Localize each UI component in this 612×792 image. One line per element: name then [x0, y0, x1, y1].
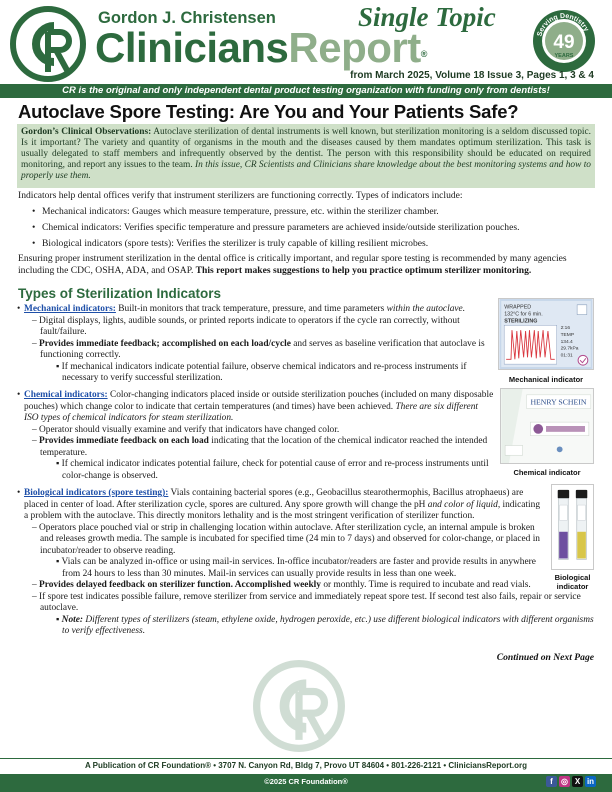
- chemical-sub-1: – Operator should visually examine and verify that indicators have changed color.: [32, 424, 340, 435]
- mechanical-section: • Mechanical indicators: Built-in monitors that track temperature, pressure, and time parameters within the autoclave. – Digital displays, lights, audible sounds, or printed reports indicate to operators if the cycle ran correctly, without fault/failure. – Provides immediate feedback; accomplished on each load/cycle and serves as baseline verification that autoclave is functioning correctly. ▪ If mechanical indicators indicate potential failure, observe chemical indicators and re-process instruments if necessary to verify successful sterilization.: [18, 304, 494, 385]
- screen-line-5: TEMP: [560, 332, 575, 338]
- list-item: • Mechanical indicators: Gauges which measure temperature, pressure, etc. within the sterilizer chamber.: [32, 206, 592, 218]
- biological-sub-3-text: or monthly. Time is required to incubate and read vials.: [320, 580, 531, 590]
- cr-logo: [10, 6, 86, 82]
- biological-note: ▪ Note: Different types of sterilizers (steam, ethylene oxide, hydrogen peroxide, etc.) use different biological indicators with different organisms to verify effectiveness.: [56, 614, 594, 636]
- recommendation-paragraph: [18, 253, 594, 277]
- biological-sub-3: – Provides delayed feedback on sterilizer function. Accomplished weekly or monthly. Time is required to incubate and read vials.: [32, 580, 531, 590]
- indicator-type-list: [32, 206, 592, 254]
- pouch-label: HENRY SCHEIN: [530, 397, 587, 407]
- biological-sub-2-text: Vials can be analyzed in-office or using mail-in services. In-office incubator/readers are faster and provide results in anywhere from 24 hours to less than 30 minutes. Mail-in services can usually provide results in less than one week.: [61, 557, 536, 579]
- observations-text: Autoclave sterilization of dental instruments is well known, but sterilization monitoring is a seldom discussed topic. Is it important? The variety and quantity of organisms in the mouth and the diseases caused by them mandates optimum sterilization. This task is usually delegated to staff members and infrequently observed by the dentist. The person with this responsibility should be educated on required monitoring, and report any issues to the team.: [21, 127, 591, 170]
- facebook-icon[interactable]: f: [546, 776, 557, 787]
- footer-publication: A Publication of CR Foundation® • 3707 N. Canyon Rd, Bldg 7, Provo UT 84604 • 801-226-2121 • CliniciansReport.org: [84, 761, 528, 770]
- screen-line-1: WRAPPED: [504, 304, 532, 311]
- brand-title: [95, 24, 427, 71]
- badge-top-text: Serving Dentistry: [536, 12, 590, 38]
- screen-line-3: STERILIZING: [504, 318, 538, 325]
- author-name: Gordon J. Christensen: [98, 9, 276, 27]
- brand-word-1: Clinicians: [95, 24, 289, 71]
- screen-line-2: 132°C for 6 min.: [504, 311, 543, 318]
- chemical-section: • Chemical indicators: Color-changing indicators placed inside or outside sterilization pouches (included on many disposable pouches) which change color to indicate that certain temperatures (and times) have been achieved. There are six different ISO types of chemical indicators for steam sterilization. – Operator should visually examine and verify that indicators have changed color. – Provides immediate feedback on each load indicating that the location of the chemical indicator reached the intended temperature. ▪ If chemical indicator indicates potential failure, check for potential cause of error and re-process instruments until color-change is observed.: [17, 390, 494, 481]
- clinical-observations-box: [17, 124, 595, 188]
- screen-line-6: 134.4: [560, 339, 573, 345]
- brand-word-2: Report: [288, 24, 421, 71]
- mechanical-sub-2-bold: Provides immediate feedback; accomplished on each load/cycle: [39, 338, 291, 349]
- biological-sub-2: ▪ Vials can be analyzed in-office or using mail-in services. In-office incubator/readers are faster and provide results in anywhere from 24 hours to less than 30 minutes. Mail-in services can usually provide results in less than one week.: [56, 557, 536, 579]
- single-topic-label: Single Topic: [358, 2, 496, 32]
- badge-bottom-text: YEARS: [554, 53, 574, 59]
- mechanical-sub-2: – Provides immediate feedback; accomplished on each load/cycle and serves as baseline verification that autoclave is functioning correctly.: [32, 338, 485, 360]
- biological-text: Vials containing bacterial spores (e.g., Geobacillus stearothermophis, Bacillus atrophaeus) are placed in center of load. After sterilization cycle, spores are cultured. Any spore growth will change the pH: [24, 488, 524, 510]
- observations-italic: In this issue, CR Scientists and Clinicians share knowledge about the best monitoring systems and how to properly use them.: [21, 159, 591, 181]
- chemical-sub-3-text: If chemical indicator indicates potential failure, check for potential cause of error and re-process instruments until color-change is observed.: [61, 459, 489, 481]
- recommendation-text: Ensuring proper instrument sterilization in the dental office is critically important, and regular spore testing is recommended by many agencies including the CDC, OSHA, ADA, and OSAP.: [18, 253, 567, 276]
- mechanical-indicator-image: [498, 298, 594, 370]
- biological-section: • Biological indicators (spore testing): Vials containing bacterial spores (e.g., Geobacillus stearothermophis, Bacillus atrophaeus) are placed in center of load. After sterilization cycle, spores are cultured. Any spore growth will change the pH and color of liquid, indicating a problem with the autoclave. This directly monitors lethality and is the most stringent verification of sterilizer function. – Operators place pouched vial or strip in challenging location within autoclave. After sterilization cycle, an internal ampule is broken and releases growth media. The sample is incubated for specified time (24 min to 7 days) and observed for color-change, or placed in incubator/reader to observe reading. ▪ Vials can be analyzed in-office or using mail-in services. In-office incubator/readers are faster and provide results in anywhere from 24 hours to less than 30 minutes. Mail-in services can usually provide results in less than one week. – Provides delayed feedback on sterilizer function. Accomplished weekly or monthly. Time is required to incubate and read vials. – If spore test indicates possible failure, remove sterilizer from service and immediately repeat spore test. If second test also fails, repair or service autoclave. ▪ Note: Different types of sterilizers (steam, ethylene oxide, hydrogen peroxide, etc.) use different biological indicators with different organisms to verify effectiveness.: [18, 488, 596, 638]
- list-item: • Chemical indicators: Verifies specific temperature and pressure parameters are achieved inside/outside sterilization pouches.: [32, 222, 592, 234]
- observations-lead: Gordon’s Clinical Observations:: [21, 127, 152, 137]
- biological-caption-line-2: indicator: [556, 582, 589, 591]
- instagram-icon[interactable]: ◎: [559, 776, 570, 787]
- biological-heading: Biological indicators (spore testing):: [24, 488, 169, 498]
- mechanical-sub-3: ▪ If mechanical indicators indicate potential failure, observe chemical indicators and re-process instruments if necessary to verify successful sterilization.: [56, 361, 467, 383]
- x-icon[interactable]: X: [572, 776, 583, 787]
- mechanical-sub-2-text: and serves as baseline verification that autoclave is functioning correctly.: [40, 338, 485, 360]
- screen-line-4: 2:16: [560, 326, 571, 332]
- issue-line: from March 2025, Volume 18 Issue 3, Pages 1, 3 & 4: [350, 70, 594, 81]
- chemical-italic: There are six different ISO types of chemical indicators for steam sterilization.: [24, 401, 478, 423]
- footer-rule: [0, 758, 612, 759]
- chemical-sub-2: – Provides immediate feedback on each load indicating that the location of the chemical indicator reached the intended temperature.: [32, 436, 488, 458]
- section-title: Types of Sterilization Indicators: [18, 286, 222, 301]
- screen-line-8: 01:31: [560, 353, 573, 359]
- chemical-caption: Chemical indicator: [513, 468, 581, 477]
- cr-watermark-logo: [253, 660, 345, 752]
- list-item: • Biological indicators (spore tests): Verifies the sterilizer is truly capable of killing resilient microbes.: [32, 238, 592, 250]
- chemical-heading: Chemical indicators:: [24, 390, 108, 400]
- chemical-sub-3: ▪ If chemical indicator indicates potential failure, check for potential cause of error and re-process instruments until color-change is observed.: [56, 459, 489, 481]
- continued-link[interactable]: Continued on Next Page: [496, 652, 594, 663]
- biological-italic: and color of liquid,: [425, 499, 501, 510]
- registered-mark: ®: [420, 49, 427, 59]
- note-text: Different types of sterilizers (steam, ethylene oxide, hydrogen peroxide, etc.) use different biological indicators with different organisms to verify effectiveness.: [62, 614, 594, 636]
- mechanical-sub-3-text: If mechanical indicators indicate potential failure, observe chemical indicators and re-process instruments if necessary to verify successful sterilization.: [61, 361, 467, 383]
- screen-line-7: 29.7kPa: [560, 346, 579, 352]
- mechanical-italic: within the autoclave.: [384, 304, 466, 314]
- biological-sub-4: – If spore test indicates possible failure, remove sterilizer from service and immediately repeat spore test. If second test also fails, repair or service autoclave.: [32, 591, 581, 613]
- recommendation-bold: This report makes suggestions to help you practice optimum sterilizer monitoring.: [193, 265, 532, 276]
- biological-sub-1: – Operators place pouched vial or strip in challenging location within autoclave. After sterilization cycle, an internal ampule is broken and releases growth media. The sample is incubated for specified time (24 min to 7 days) and observed for color-change, or placed in incubator/reader to observe reading.: [32, 522, 540, 556]
- copyright: ©2025 CR Foundation®: [264, 777, 348, 786]
- chemical-indicator-image: [500, 388, 594, 464]
- linkedin-icon[interactable]: in: [586, 777, 595, 786]
- chemical-sub-2-text: indicating that the location of the chemical indicator reached the intended temperature.: [40, 436, 488, 458]
- note-label: Note:: [61, 614, 84, 625]
- mechanical-heading: Mechanical indicators:: [24, 304, 116, 314]
- biological-sub-3-bold: Provides delayed feedback on sterilizer function. Accomplished weekly: [39, 580, 321, 590]
- chemical-sub-2-bold: Provides immediate feedback on each load: [39, 436, 209, 446]
- tagline: CR is the original and only independent dental product testing organization with funding only from dentists!: [62, 85, 550, 96]
- biological-indicator-image: [551, 484, 594, 570]
- mechanical-caption: Mechanical indicator: [508, 375, 584, 384]
- mechanical-text: Built-in monitors that track temperature, pressure, and time parameters: [115, 304, 385, 314]
- chemical-text: Color-changing indicators placed inside or outside sterilization pouches (included on many disposable pouches) which change color to indicate that certain temperatures (and times) have been achieved.: [24, 390, 494, 412]
- anniversary-badge-icon: [531, 8, 597, 74]
- intro-paragraph: Indicators help dental offices verify that instrument sterilizers are functioning correctly. Types of indicators include:: [18, 190, 463, 201]
- mechanical-sub-1: – Digital displays, lights, audible sounds, or printed reports indicate to operators if the cycle ran correctly, without fault/failure.: [32, 315, 460, 337]
- biological-caption-line-1: Biological: [554, 573, 591, 582]
- badge-number: 49: [553, 32, 575, 53]
- article-headline: Autoclave Spore Testing: Are You and Your Patients Safe?: [18, 101, 519, 122]
- biological-caption: [551, 573, 594, 591]
- biological-text-2: indicating a problem with the autoclave. This directly monitors lethality and is the most stringent verification of sterilizer function.: [24, 499, 541, 521]
